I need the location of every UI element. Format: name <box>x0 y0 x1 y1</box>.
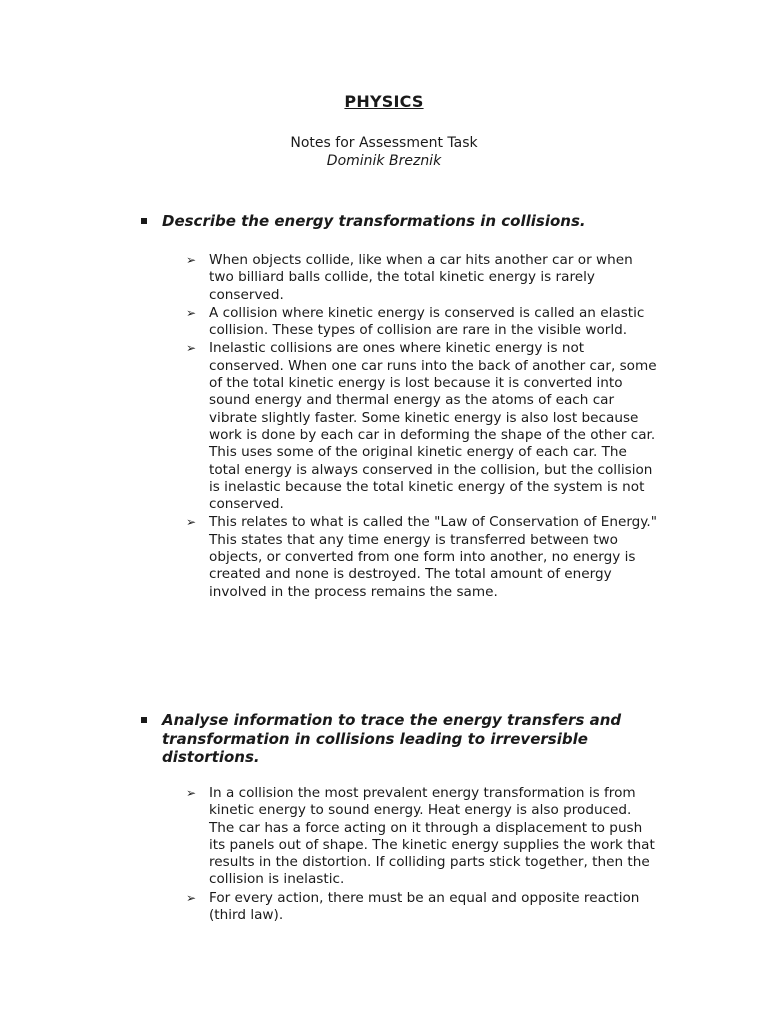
list-item-text: When objects collide, like when a car hits another car or when two billiard balls collide, the total kinetic energy is rarely conserved. <box>209 252 633 303</box>
square-bullet-icon <box>141 717 147 723</box>
list-item <box>0 340 657 513</box>
list-item <box>0 785 657 889</box>
list-item <box>0 514 657 600</box>
document-title: PHYSICS <box>344 92 424 111</box>
arrow-bullet-icon: ➢ <box>186 890 197 905</box>
list-item-text: For every action, there must be an equal and opposite reaction (third law). <box>209 889 640 924</box>
arrow-bullet-icon: ➢ <box>186 253 197 267</box>
square-bullet-icon <box>141 218 147 224</box>
bullet-list <box>0 785 768 925</box>
list-item <box>0 252 657 304</box>
arrow-bullet-icon: ➢ <box>186 515 197 530</box>
document-subtitle: Notes for Assessment Task <box>290 135 478 151</box>
bullet-list <box>0 252 768 602</box>
list-item-text: This relates to what is called the "Law of Conservation of Energy." This states that any time energy is transferred between two objects, or converted from one form into another, no energy is created and none is destroyed. The total amount of energy involved in the process remains the same. <box>209 514 657 600</box>
list-item <box>0 890 657 925</box>
arrow-bullet-icon: ➢ <box>186 305 197 320</box>
list-item-text: In a collision the most prevalent energy transformation is from kinetic energy to sound energy. Heat energy is also produced. The car has a force acting on it through a displacement to push its panels out of shape. The kinetic energy supplies the work that results in the distortion. If colliding parts stick together, then the collision is inelastic. <box>209 785 655 888</box>
section-heading: Analyse information to trace the energy transfers and transformation in collisions leading to irreversible distortions. <box>162 711 622 766</box>
section-heading: Describe the energy transformations in collisions. <box>162 212 586 230</box>
list-item <box>0 305 657 340</box>
arrow-bullet-icon: ➢ <box>186 786 197 800</box>
list-item-text: Inelastic collisions are ones where kinetic energy is not conserved. When one car runs into the back of another car, some of the total kinetic energy is lost because it is converted into sound energy and thermal energy as the atoms of each car vibrate slightly faster. Some kinetic energy is also lost because work is done by each car in deforming the shape of the other car. This uses some of the original kinetic energy of each car. The total energy is always conserved in the collision, but the collision is inelastic because the total kinetic energy of the system is not conserved. <box>209 340 657 513</box>
list-item-text: A collision where kinetic energy is conserved is called an elastic collision. These types of collision are rare in the visible world. <box>209 304 645 339</box>
arrow-bullet-icon: ➢ <box>186 341 197 356</box>
document-author: Dominik Breznik <box>326 153 442 169</box>
